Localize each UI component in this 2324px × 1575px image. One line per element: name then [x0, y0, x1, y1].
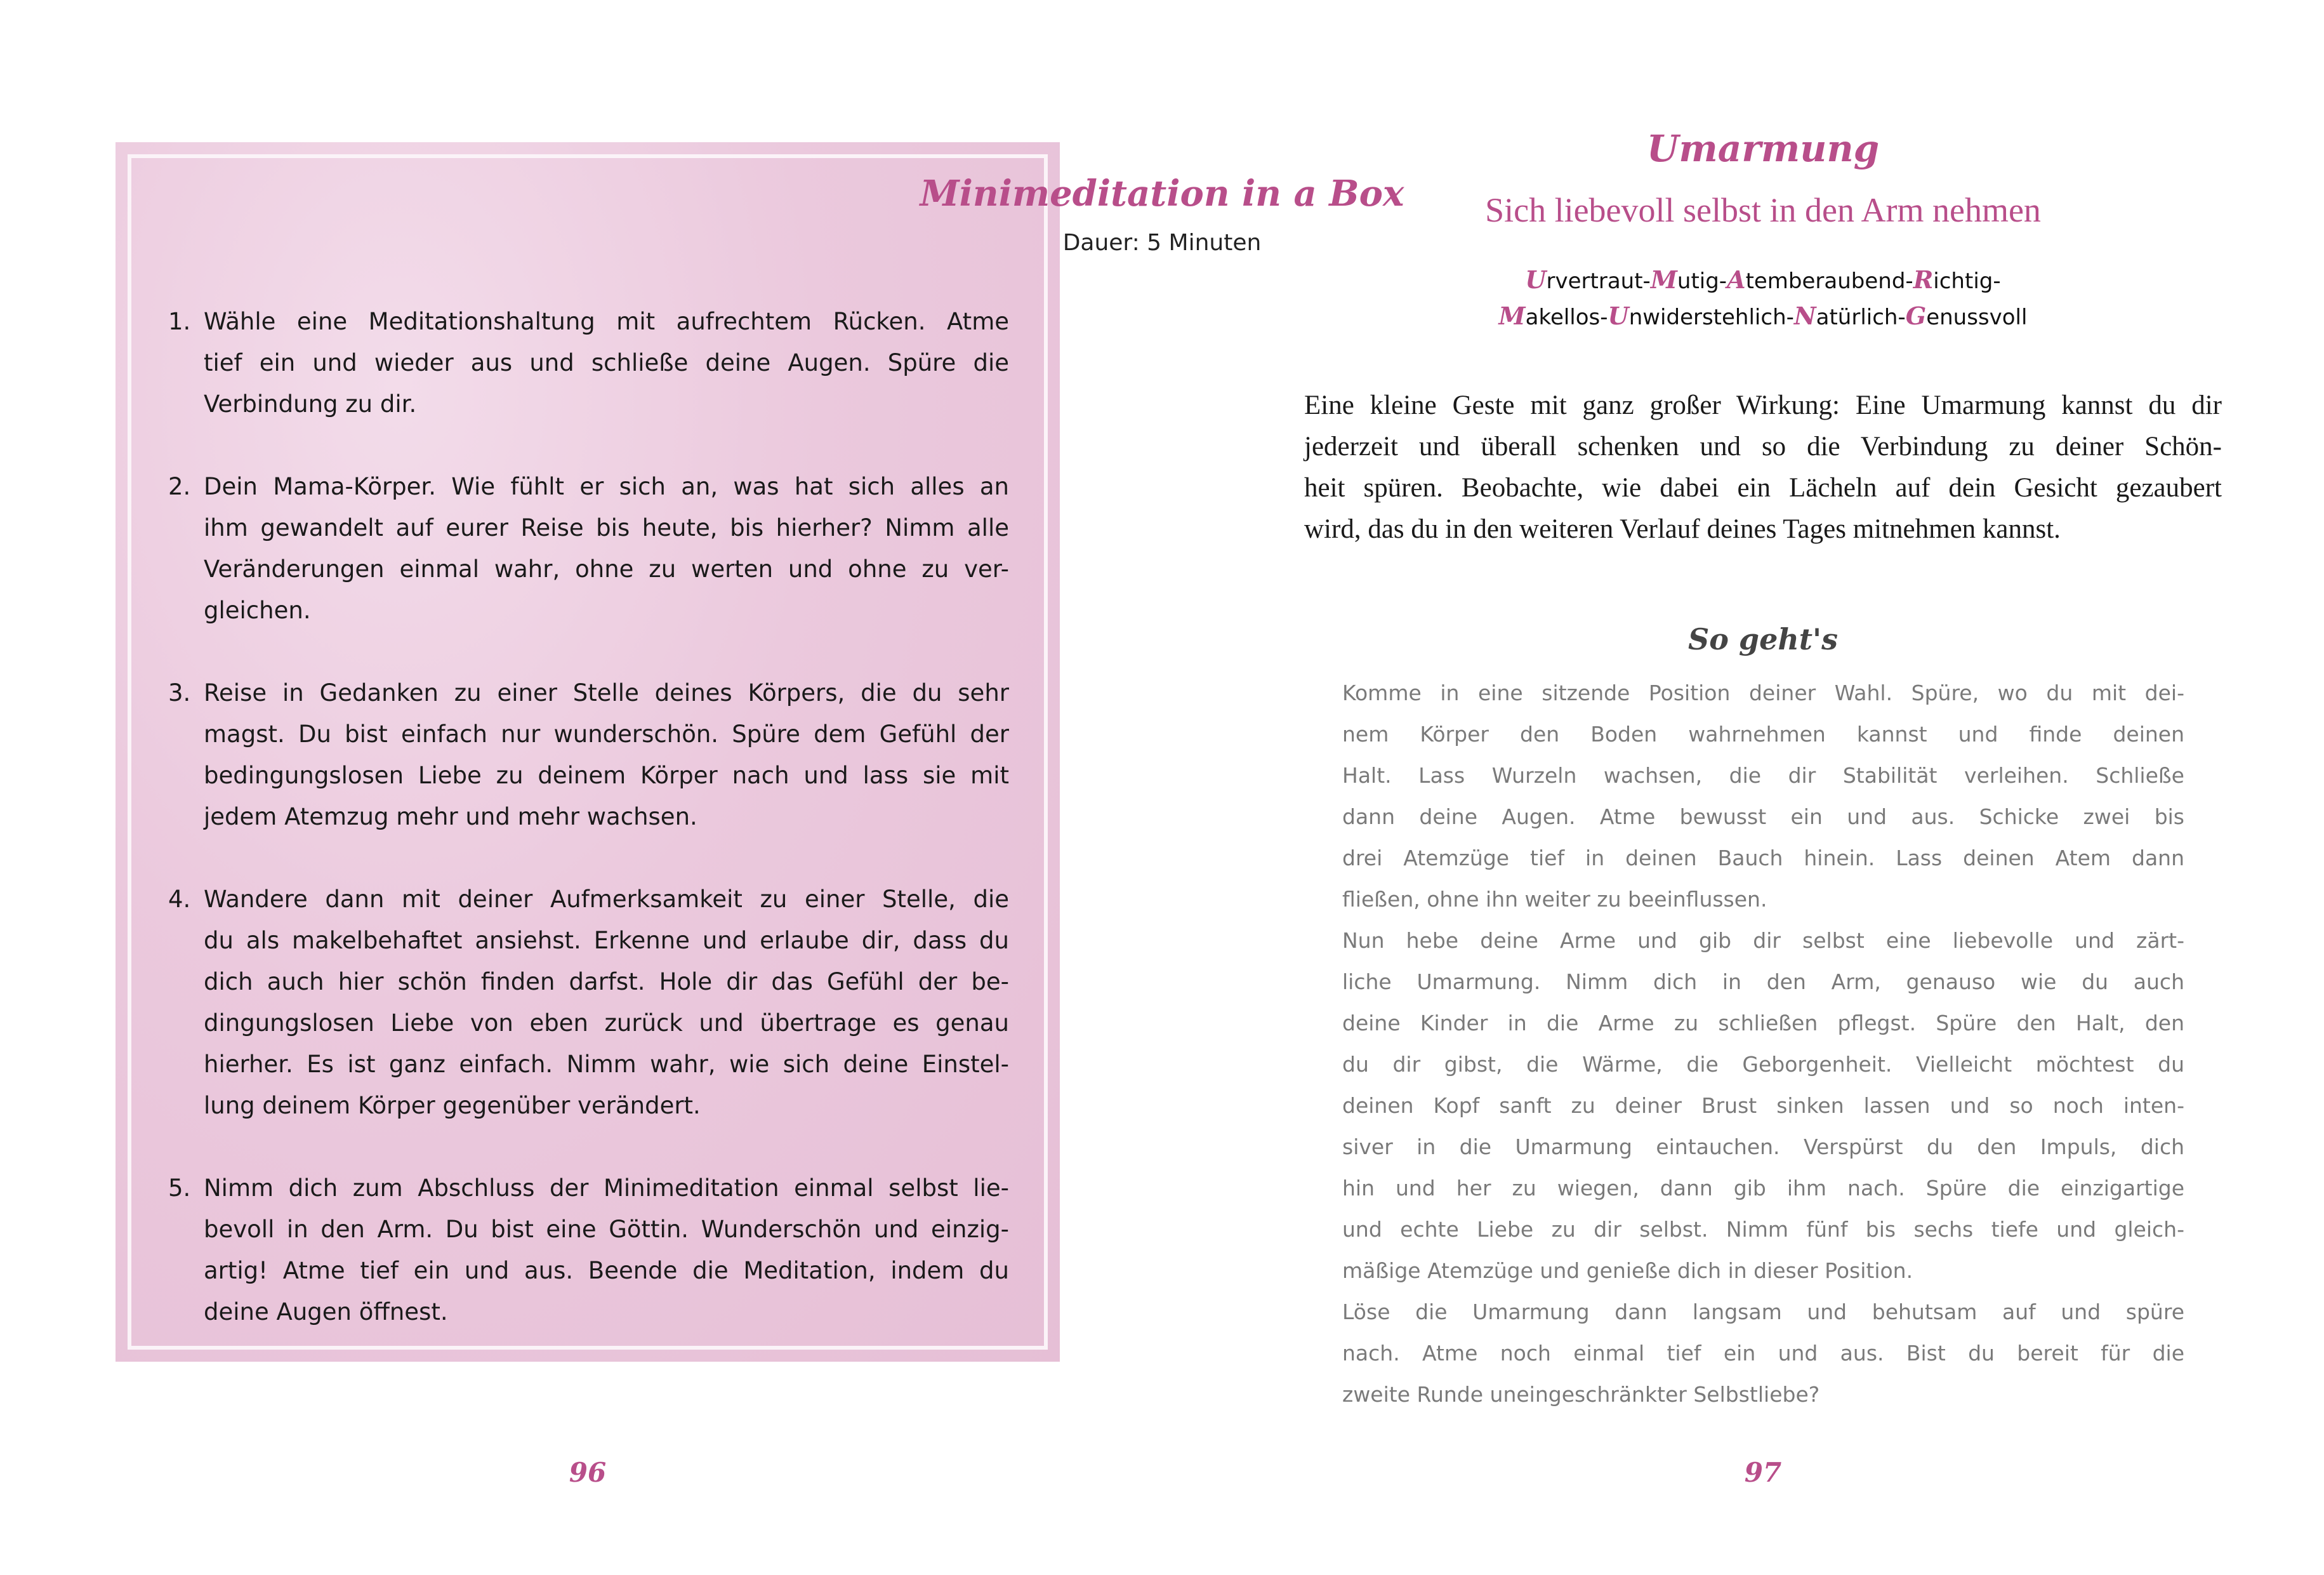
acronym-initial: M — [1498, 302, 1526, 330]
text-line: jederzeit und überall schenken und so die Verbindung zu deiner Schön- — [1304, 432, 2222, 462]
step-number: 2. — [168, 473, 191, 500]
instructions-text — [1342, 672, 2184, 1415]
text-line: deinen Kopf sanft zu deiner Brust sinken lassen und so noch inten- — [1342, 1093, 2184, 1118]
step-list — [168, 301, 1009, 1374]
text-line: Reise in Gedanken zu einer Stelle deines Körpers, die du sehr — [204, 679, 1009, 707]
acronym-word: ichtig- — [1933, 269, 2001, 294]
text-line: du als makelbehaftet ansiehst. Erkenne und erlaube dir, dass du — [204, 927, 1009, 954]
text-line: Veränderungen einmal wahr, ohne zu werten und ohne zu ver- — [204, 555, 1009, 583]
acronym-initial: N — [1793, 302, 1816, 330]
text-line: dann deine Augen. Atme bewusst ein und aus. Schicke zwei bis — [1342, 804, 2184, 829]
step-number: 1. — [168, 308, 191, 335]
list-item — [168, 1167, 1009, 1332]
acronym-initial: A — [1727, 265, 1746, 294]
text-line: dingungslosen Liebe von eben zurück und übertrage es genau — [204, 1009, 1009, 1037]
text-line: ihm gewandelt auf eurer Reise bis heute, bis hierher? Nimm alle — [204, 514, 1009, 542]
section-heading: So geht's — [1687, 622, 1839, 656]
text-line: lung deinem Körper gegenüber verändert. — [204, 1092, 701, 1119]
acronym-line — [1382, 265, 2144, 294]
text-line: liche Umarmung. Nimm dich in den Arm, genauso wie du auch — [1342, 969, 2184, 994]
text-line: nach. Atme noch einmal tief ein und aus. Bist du bereit für die — [1342, 1341, 2184, 1366]
text-line: und echte Liebe zu dir selbst. Nimm fünf bis sechs tiefe und gleich- — [1342, 1217, 2184, 1242]
acronym-initial: R — [1913, 265, 1934, 294]
acronym-initial: U — [1608, 302, 1629, 330]
step-number: 4. — [168, 886, 191, 913]
text-line: zweite Runde uneingeschränkter Selbstliebe? — [1342, 1382, 1820, 1407]
acronym-word: temberaubend- — [1745, 269, 1913, 294]
text-line: Verbindung zu dir. — [204, 390, 417, 418]
text-line: Wandere dann mit deiner Aufmerksamkeit zu einer Stelle, die — [204, 886, 1009, 913]
page-number-left: 96 — [569, 1457, 607, 1488]
page-number-right: 97 — [1744, 1457, 1782, 1488]
text-line: jedem Atemzug mehr und mehr wachsen. — [204, 803, 697, 830]
list-item — [168, 301, 1009, 425]
box-title: Minimeditation in a Box — [920, 173, 1404, 215]
text-line: siver in die Umarmung eintauchen. Verspürst du den Impuls, dich — [1342, 1134, 2184, 1159]
text-line: fließen, ohne ihn weiter zu beeinflussen. — [1342, 887, 1767, 912]
text-line: gleichen. — [204, 597, 311, 624]
text-line: Löse die Umarmung dann langsam und behutsam auf und spüre — [1342, 1299, 2184, 1324]
duration-label: Dauer: 5 Minuten — [1062, 230, 1262, 256]
chapter-subtitle: Sich liebevoll selbst in den Arm nehmen — [1485, 191, 2041, 229]
acronym-word: akellos- — [1525, 305, 1608, 330]
text-line: drei Atemzüge tief in deinen Bauch hinein. Lass deinen Atem dann — [1342, 846, 2184, 870]
text-line: nem Körper den Boden wahrnehmen kannst und finde deinen — [1342, 722, 2184, 747]
acronym-word: nwiderstehlich- — [1628, 305, 1794, 330]
step-number: 3. — [168, 679, 191, 707]
list-item — [168, 672, 1009, 837]
intro-paragraph — [1304, 385, 2222, 550]
text-line: Wähle eine Meditationshaltung mit aufrechtem Rücken. Atme — [204, 308, 1009, 335]
list-item — [168, 879, 1009, 1126]
text-line: wird, das du in den weiteren Verlauf deines Tages mitnehmen kannst. — [1304, 514, 2061, 544]
text-line: Nun hebe deine Arme und gib dir selbst eine liebevolle und zärt- — [1342, 928, 2184, 953]
text-line: Komme in eine sitzende Position deiner Wahl. Spüre, wo du mit dei- — [1342, 681, 2184, 705]
acronym-word: utig- — [1677, 269, 1727, 294]
text-line: Halt. Lass Wurzeln wachsen, die dir Stabilität verleihen. Schließe — [1342, 763, 2184, 788]
step-number: 5. — [168, 1174, 191, 1202]
text-line: bevoll in den Arm. Du bist eine Göttin. Wunderschön und einzig- — [204, 1216, 1009, 1243]
acronym-line — [1382, 302, 2144, 330]
acronym-initial: M — [1650, 265, 1677, 294]
text-line: du dir gibst, die Wärme, die Geborgenheit. Vielleicht möchtest du — [1342, 1052, 2184, 1077]
text-line: heit spüren. Beobachte, wie dabei ein Lächeln auf dein Gesicht gezaubert — [1304, 473, 2222, 503]
text-line: Nimm dich zum Abschluss der Minimeditation einmal selbst lie- — [204, 1174, 1009, 1202]
text-line: hin und her zu wiegen, dann gib ihm nach. Spüre die einzigartige — [1342, 1176, 2184, 1200]
text-line: Dein Mama-Körper. Wie fühlt er sich an, was hat sich alles an — [204, 473, 1009, 500]
text-line: bedingungslosen Liebe zu deinem Körper nach und lass sie mit — [204, 762, 1009, 789]
text-line: tief ein und wieder aus und schließe deine Augen. Spüre die — [204, 349, 1009, 376]
text-line: mäßige Atemzüge und genieße dich in dieser Position. — [1342, 1258, 1913, 1283]
list-item — [168, 466, 1009, 631]
acronym-word: enussvoll — [1926, 305, 2028, 330]
acronym-initial: G — [1905, 302, 1927, 330]
text-line: Eine kleine Geste mit ganz großer Wirkung: Eine Umarmung kannst du dir — [1304, 390, 2222, 420]
acronym-word: rvertraut- — [1546, 269, 1651, 294]
acronym-initial: U — [1525, 265, 1547, 294]
text-line: magst. Du bist einfach nur wunderschön. Spüre dem Gefühl der — [204, 721, 1009, 748]
text-line: hierher. Es ist ganz einfach. Nimm wahr, wie sich deine Einstel- — [204, 1051, 1009, 1078]
text-line: deine Kinder in die Arme zu schließen pflegst. Spüre den Halt, den — [1342, 1011, 2184, 1035]
text-line: artig! Atme tief ein und aus. Beende die Meditation, indem du — [204, 1257, 1009, 1284]
text-line: dich auch hier schön finden darfst. Hole dir das Gefühl der be- — [204, 968, 1009, 995]
acronym-word: atürlich- — [1816, 305, 1906, 330]
chapter-title: Umarmung — [1646, 127, 1880, 170]
text-line: deine Augen öffnest. — [204, 1298, 448, 1326]
